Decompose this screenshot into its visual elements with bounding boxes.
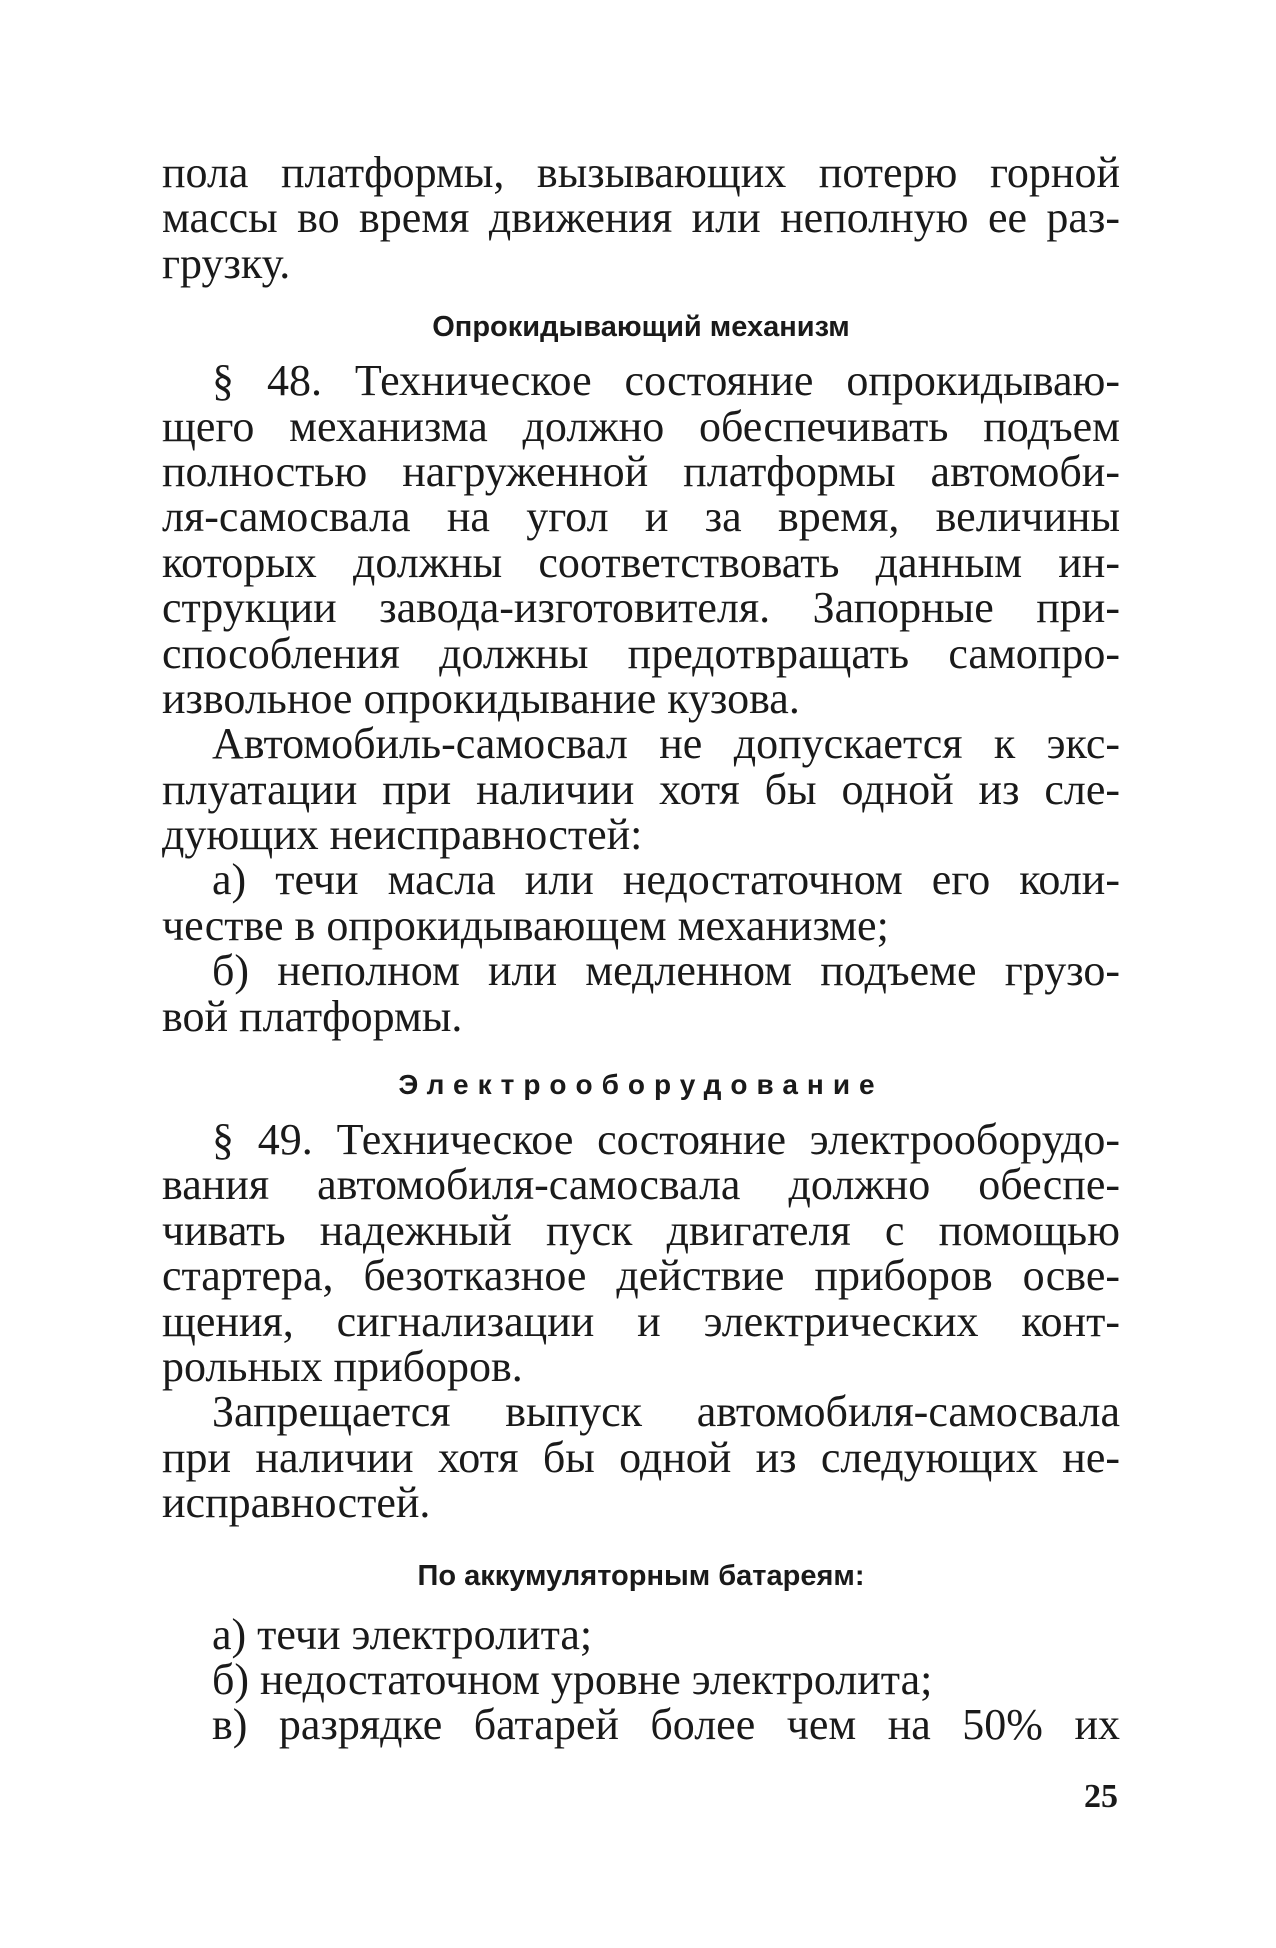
text-line: щения, сигнализации и электрических конт- [162,1296,1120,1346]
text-line: плуатации при наличии хотя бы одной из сле- [162,764,1120,814]
text-line: при наличии хотя бы одной из следующих не- [162,1432,1120,1482]
text-column [162,150,1120,1748]
text-line: а) течи масла или недостаточном его коли- [212,855,1120,905]
text-line: струкции завода-изготовителя. Запорные при- [162,583,1120,633]
text-line: вой платформы. [162,991,463,1041]
text-line: Запрещается выпуск автомобиля-самосвала [212,1387,1120,1437]
text-line: щего механизма должно обеспечивать подъем [162,401,1120,451]
section-heading-batteries: По аккумуляторным батареям: [417,1559,865,1592]
text-line: § 48. Техническое состояние опрокидываю- [212,356,1120,406]
list-item-b [162,948,1120,1039]
list-item: в) разрядке батарей более чем на 50% их [212,1700,1120,1750]
paragraph-tipping-faults [162,719,1120,860]
text-line: дующих неисправностей: [162,810,643,860]
text-line: стартера, безотказное действие приборов осве- [162,1251,1120,1301]
text-line: грузку. [162,238,291,288]
text-line: массы во время движения или неполную ее раз- [162,193,1120,243]
text-line: извольное опрокидывание кузова. [162,673,800,723]
text-line: пола платформы, вызывающих потерю горной [162,148,1120,197]
battery-fault-list [162,1609,1120,1750]
text-line: которых должны соответствовать данным ин- [162,537,1120,587]
paragraph-electrical-faults [162,1387,1120,1528]
paragraph-48 [162,358,1120,721]
text-line: способления должны предотвращать самопро- [162,628,1120,678]
text-line: честве в опрокидывающем механизме; [162,900,889,950]
section-heading-tipping-mechanism: Опрокидывающий механизм [432,311,850,344]
text-line: Автомобиль-самосвал не допускается к экс- [212,719,1120,769]
paragraph-49 [162,1117,1120,1389]
text-line: вания автомобиля-самосвала должно обеспе- [162,1160,1120,1210]
list-item-a [162,857,1120,948]
page-number: 25 [1084,1778,1118,1815]
text-line: § 49. Техническое состояние электрооборудо- [212,1115,1120,1165]
text-line: рольных приборов. [162,1341,523,1391]
text-line: полностью нагруженной платформы автомоби- [162,446,1120,496]
text-line: ля-самосвала на угол и за время, величины [162,492,1120,542]
section-heading-electrical: Электрооборудование [398,1069,884,1101]
text-line: исправностей. [162,1478,431,1528]
list-item: а) течи электролита; [212,1609,593,1659]
text-line: б) неполном или медленном подъеме грузо- [212,946,1120,996]
intro-paragraph [162,150,1120,286]
text-line: чивать надежный пуск двигателя с помощью [162,1205,1120,1255]
list-item: б) недостаточном уровне электролита; [212,1654,933,1704]
